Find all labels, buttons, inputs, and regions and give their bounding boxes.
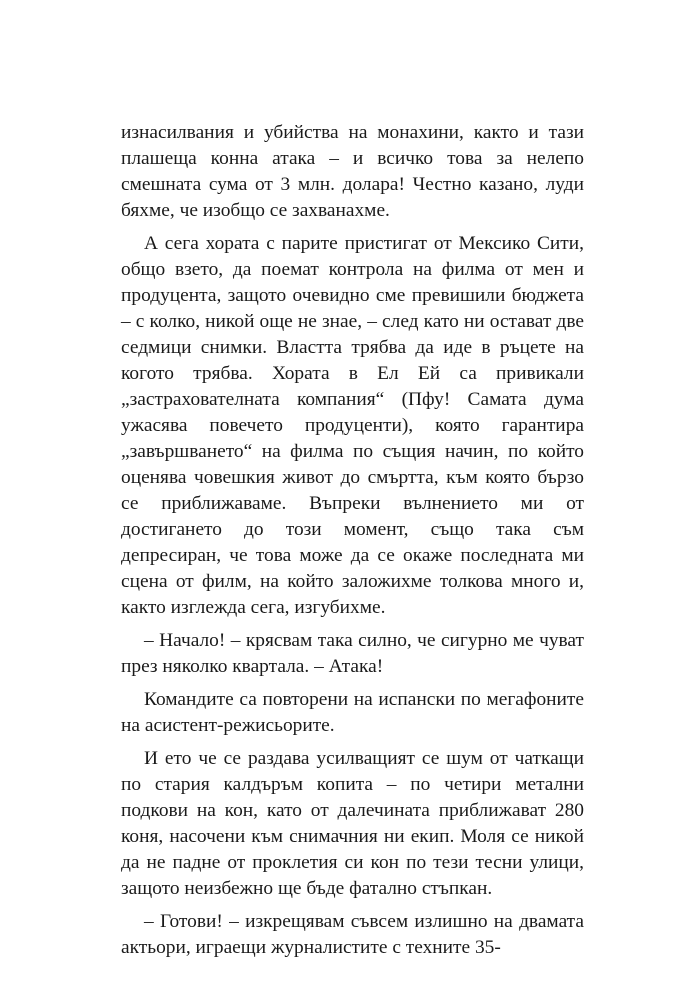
paragraph-money-people: А сега хората с парите пристигат от Мексико Сити, общо взето, да поемат контрола на филма от мен и продуцента, защото очевидно сме превишили бюджета – с колко, никой още не знае, – след като ни остават две седмици снимки. Властта трябва да иде в ръцете на когото трябва. Хората в Ел Ей са привикали „застрахователната компания“ (Пфу! Самата дума ужасява повечето продуценти), която гарантира „завършването“ на филма по същия начин, по който оценява човешкия живот до смъртта, към която бързо се приближаваме. Въпреки вълнението ми от достигането до този момент, също така съм депресиран, че това може да се окаже последната ми сцена от филм, на който заложихме толкова много и, както изглежда сега, изгубихме. [121, 233, 584, 618]
paragraph-ready: – Готови! – изкрещявам съвсем излишно на двамата актьори, играещи журналистите с техните 35- [121, 911, 584, 958]
paragraph-hooves: И ето че се раздава усилващият се шум от чаткащи по стария калдъръм копита – по четири метални подкови на кон, като от далечината приближават 280 коня, насочени към снимачния ни екип. Моля се никой да не падне от проклетия си кон по тези тесни улици, защото неизбежно ще бъде фатално стъпкан. [121, 748, 584, 899]
paragraph-spanish-commands: Командите са повторени на испански по мегафоните на асистент-режисьорите. [121, 689, 584, 736]
paragraph-continued: изнасилвания и убийства на монахини, както и тази плашеща конна атака – и всичко това за нелепо смешната сума от 3 млн. долара! Честно казано, луди бяхме, че изобщо се захванахме. [121, 122, 584, 221]
body-text [121, 120, 584, 968]
paragraph-action-call: – Начало! – крясвам така силно, че сигурно ме чуват през няколко квартала. – Атака! [121, 630, 584, 677]
